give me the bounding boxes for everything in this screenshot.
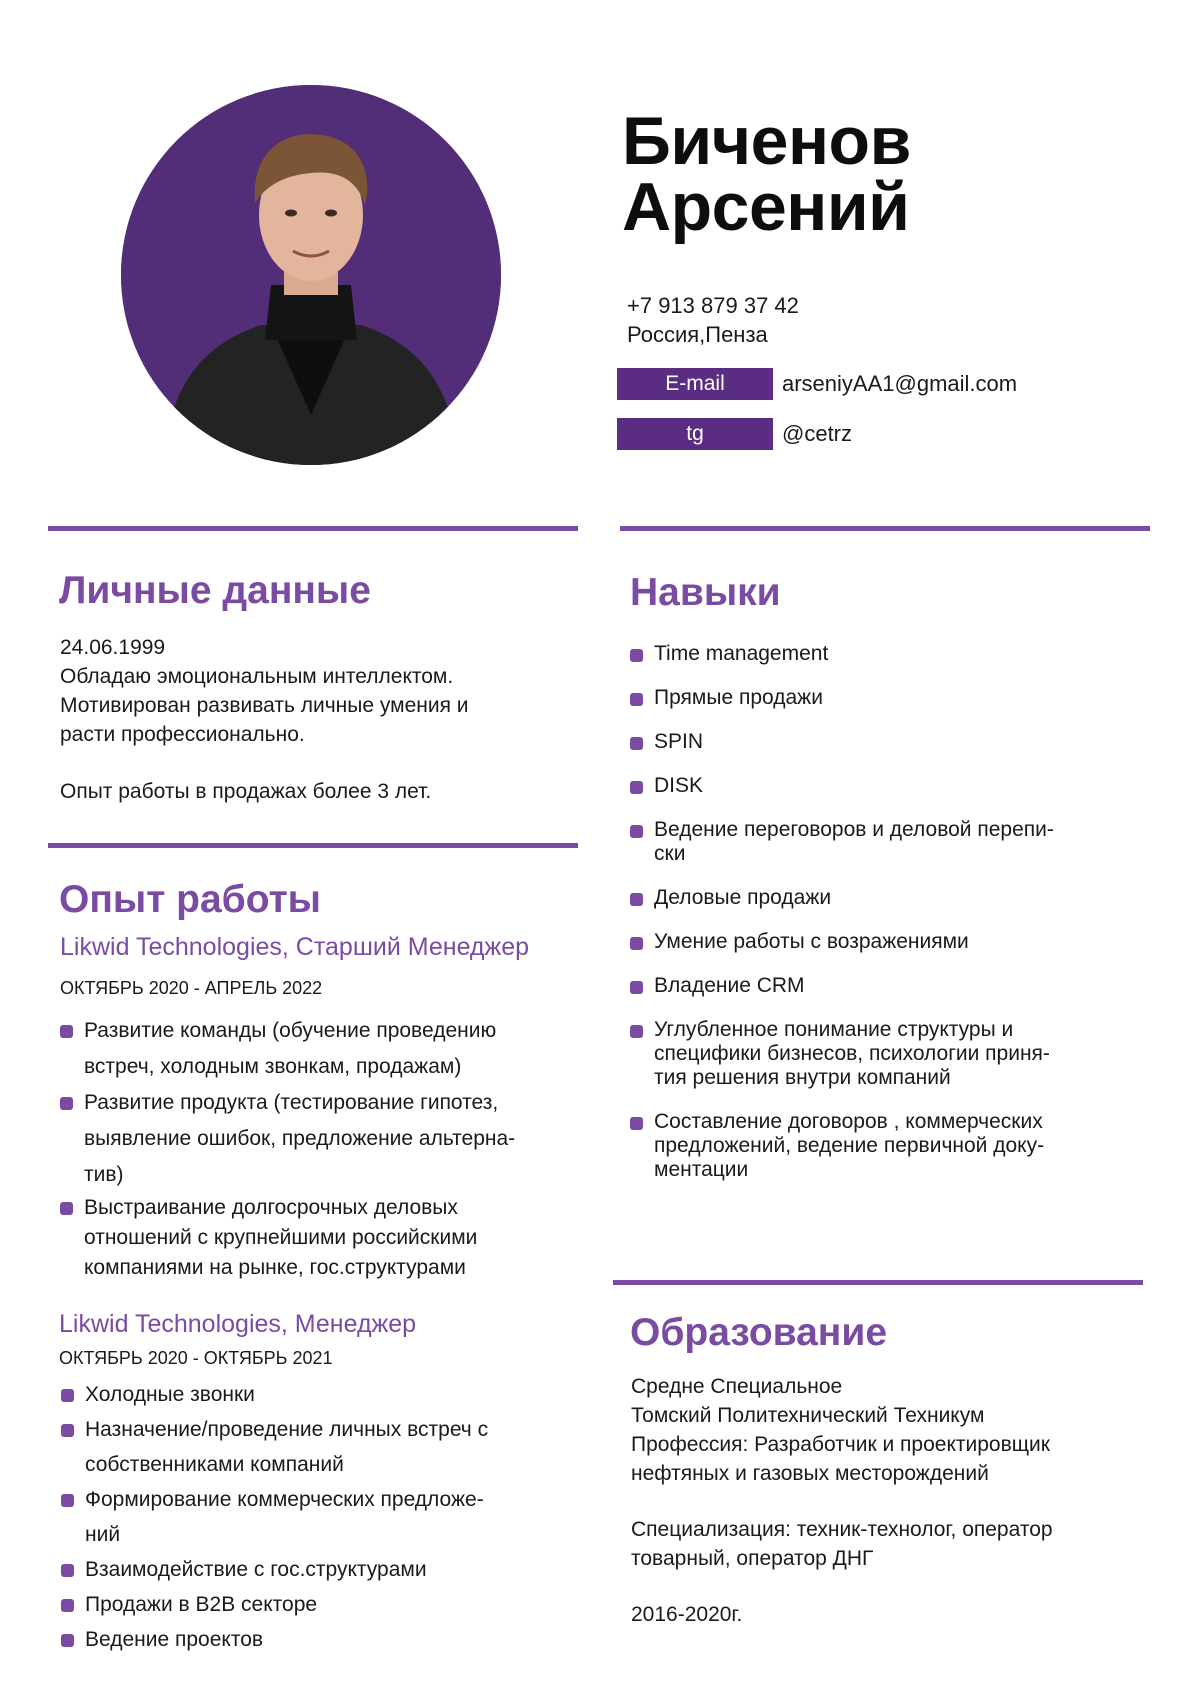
skill-line: тия решения внутри компаний xyxy=(654,1066,951,1089)
skill-line: ментации xyxy=(654,1158,749,1181)
experience-note xyxy=(60,777,431,806)
list-item xyxy=(60,1193,600,1283)
list-item-line: отношений с крупнейшими российскими xyxy=(84,1226,478,1249)
education-specialization xyxy=(631,1515,1053,1573)
list-item xyxy=(61,1552,601,1587)
phone-number: +7 913 879 37 42 xyxy=(627,293,799,318)
personal-line: Обладаю эмоциональным интеллектом. xyxy=(60,665,454,688)
divider-personal xyxy=(48,526,578,531)
list-item xyxy=(60,1085,600,1193)
skill-line: Составление договоров , коммерческих xyxy=(654,1110,1043,1133)
email-label-badge: E-mail xyxy=(617,368,773,400)
profile-photo xyxy=(121,85,501,465)
skill-line: Умение работы с возражениями xyxy=(654,930,969,953)
skill-line: SPIN xyxy=(654,730,704,753)
list-item-line: компаниями на рынке, гос.структурами xyxy=(84,1256,466,1279)
skill-item xyxy=(630,886,1170,910)
personal-line: расти профессионально. xyxy=(60,723,305,746)
job-title-1: Likwid Technologies, Старший Менеджер xyxy=(60,933,530,961)
name-line-1: Биченов xyxy=(622,103,911,179)
list-item-line: Формирование коммерческих предложе- xyxy=(85,1488,484,1511)
list-item-line: выявление ошибок, предложение альтерна- xyxy=(84,1127,516,1150)
education-heading: Образование xyxy=(630,1311,888,1354)
email-link[interactable]: arseniyAA1@gmail.com xyxy=(782,371,1018,396)
list-item-line: тив) xyxy=(84,1163,124,1186)
job-period-1: ОКТЯБРЬ 2020 - АПРЕЛЬ 2022 xyxy=(60,978,323,998)
skill-item xyxy=(630,1018,1170,1090)
list-item-line: Развитие команды (обучение проведению xyxy=(84,1019,497,1042)
skill-line: Деловые продажи xyxy=(654,886,832,909)
list-item-line: Ведение проектов xyxy=(85,1628,264,1651)
skill-line: Ведение переговоров и деловой перепи- xyxy=(654,818,1054,841)
list-item-line: встреч, холодным звонкам, продажам) xyxy=(84,1055,462,1078)
list-item-line: Назначение/проведение личных встреч с xyxy=(85,1418,489,1441)
divider-skills xyxy=(620,526,1150,531)
skill-line: Time management xyxy=(654,642,829,665)
personal-text xyxy=(60,633,469,749)
skills-list xyxy=(630,642,1170,1202)
skill-line: Прямые продажи xyxy=(654,686,823,709)
list-item-line: Взаимодействие с гос.структурами xyxy=(85,1558,427,1581)
list-item xyxy=(61,1482,601,1552)
skill-line: DISK xyxy=(654,774,704,797)
person-avatar-icon xyxy=(121,85,501,465)
candidate-name xyxy=(622,103,911,245)
skill-item xyxy=(630,774,1170,798)
skill-item xyxy=(630,930,1170,954)
skill-line: Углубленное понимание структуры и xyxy=(654,1018,1014,1041)
list-item xyxy=(61,1377,601,1412)
name-line-2: Арсений xyxy=(622,169,910,245)
skills-heading: Навыки xyxy=(630,571,781,614)
personal-heading: Личные данные xyxy=(59,569,371,612)
education-line: товарный, оператор ДНГ xyxy=(631,1547,874,1570)
skill-item xyxy=(630,818,1170,866)
skill-item xyxy=(630,1110,1170,1182)
list-item-line: Холодные звонки xyxy=(85,1383,255,1406)
skill-line: Владение CRM xyxy=(654,974,805,997)
personal-line: 24.06.1999 xyxy=(60,636,166,659)
personal-line: Мотивирован развивать личные умения и xyxy=(60,694,469,717)
skill-item xyxy=(630,686,1170,710)
list-item-line: Развитие продукта (тестирование гипотез, xyxy=(84,1091,499,1114)
divider-education xyxy=(613,1280,1143,1285)
job-title-2: Likwid Technologies, Менеджер xyxy=(59,1310,417,1338)
experience-note-text: Опыт работы в продажах более 3 лет. xyxy=(60,780,432,803)
list-item-line: Продажи в B2B секторе xyxy=(85,1593,318,1616)
education-line: нефтяных и газовых месторождений xyxy=(631,1462,989,1485)
list-item xyxy=(61,1412,601,1482)
education-line: Специализация: техник-технолог, оператор xyxy=(631,1518,1053,1541)
education-years xyxy=(631,1600,742,1629)
education-years-text: 2016-2020г. xyxy=(631,1603,743,1626)
skill-line: ски xyxy=(654,842,686,865)
list-item-line: собственниками компаний xyxy=(85,1453,344,1476)
list-item xyxy=(61,1622,601,1657)
list-item xyxy=(61,1587,601,1622)
list-item xyxy=(60,1013,600,1085)
list-item-line: Выстраивание долгосрочных деловых xyxy=(84,1196,458,1219)
job-2-duties xyxy=(61,1377,601,1657)
location: Россия,Пенза xyxy=(627,322,768,347)
divider-experience xyxy=(48,843,578,848)
telegram-label-badge: tg xyxy=(617,418,773,450)
telegram-link[interactable]: @cetrz xyxy=(782,421,853,446)
education-line: Средне Специальное xyxy=(631,1375,843,1398)
list-item-line: ний xyxy=(85,1523,121,1546)
job-1-duties xyxy=(60,1013,600,1283)
skill-line: предложений, ведение первичной доку- xyxy=(654,1134,1045,1157)
experience-heading: Опыт работы xyxy=(59,878,321,921)
education-line: Томский Политехнический Техникум xyxy=(631,1404,985,1427)
skill-line: специфики бизнесов, психологии приня- xyxy=(654,1042,1050,1065)
skill-item xyxy=(630,642,1170,666)
skill-item xyxy=(630,974,1170,998)
job-period-2: ОКТЯБРЬ 2020 - ОКТЯБРЬ 2021 xyxy=(59,1348,333,1368)
education-text xyxy=(631,1372,1050,1488)
skill-item xyxy=(630,730,1170,754)
education-line: Профессия: Разработчик и проектировщик xyxy=(631,1433,1050,1456)
